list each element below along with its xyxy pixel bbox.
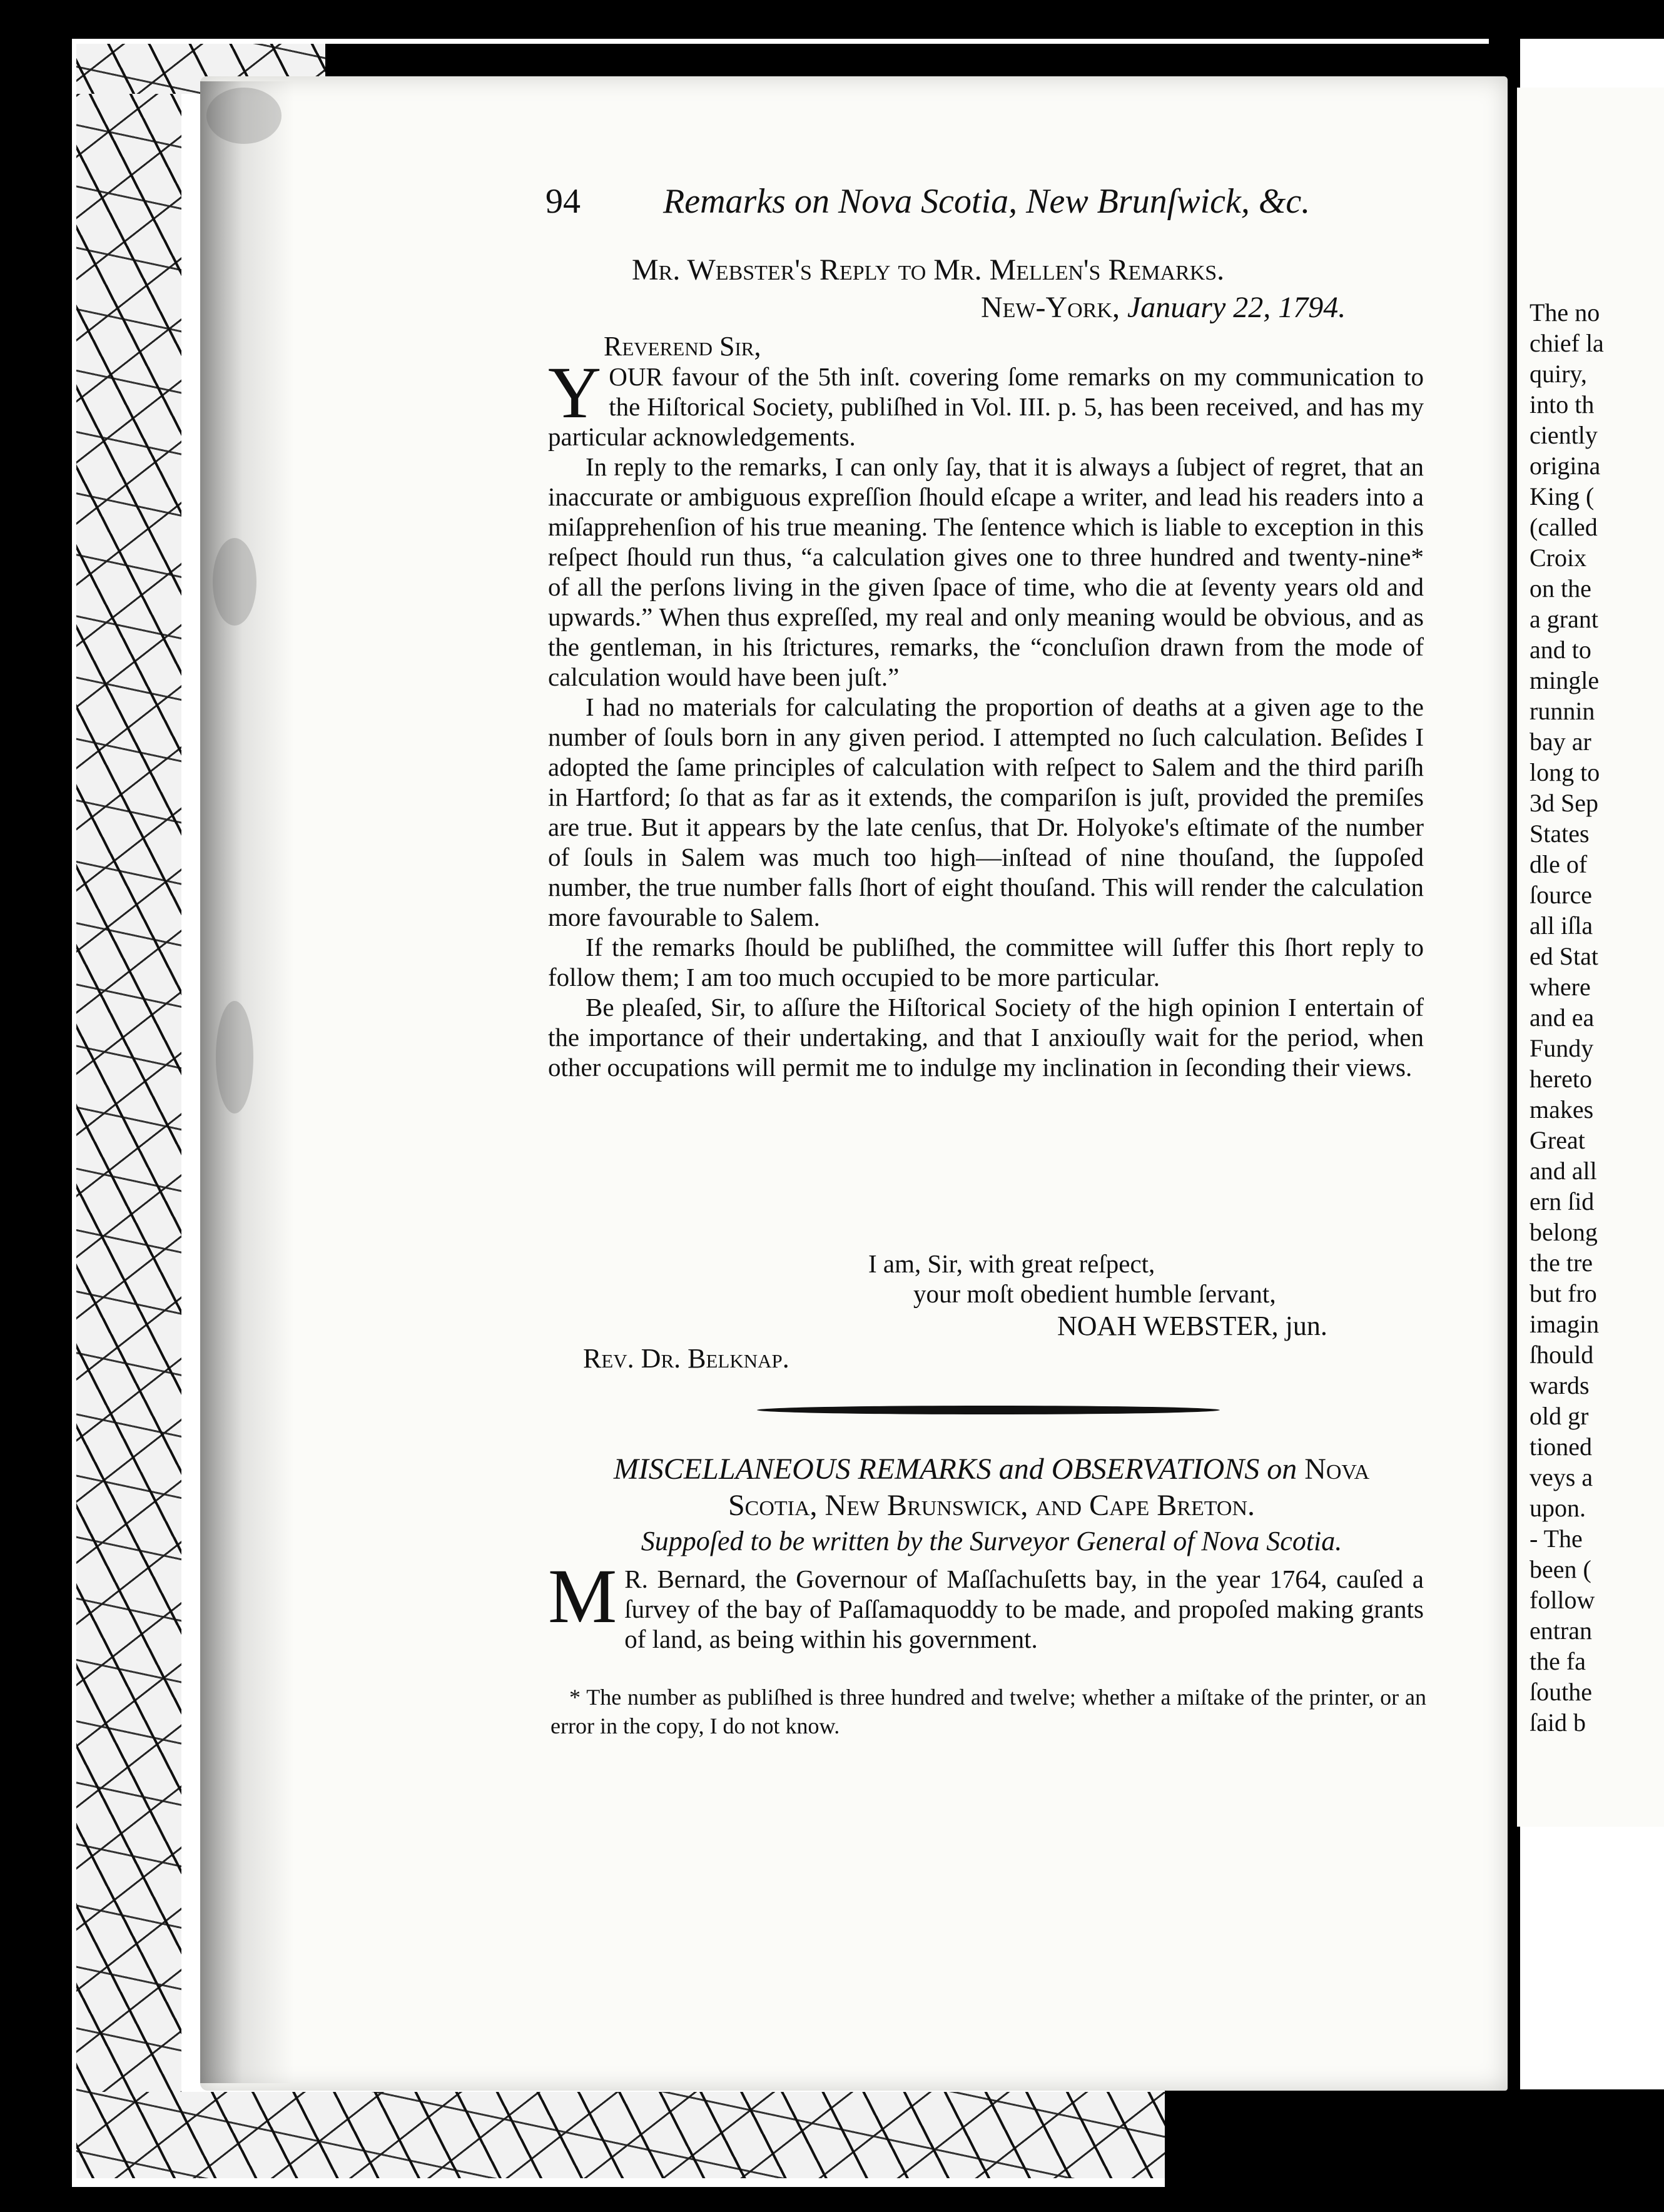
facing-line: old gr [1530,1402,1589,1430]
facing-line: the fa [1530,1647,1586,1675]
marbled-binding-bottom [76,2092,1165,2178]
marbled-binding-left [76,44,181,2178]
heading-remarks: MISCELLANEOUS REMARKS [613,1453,992,1486]
section-heading [554,1451,1429,1524]
facing-line: Croix [1530,544,1587,572]
facing-line: into th [1530,390,1595,419]
facing-line: hereto [1530,1065,1592,1093]
dateline [981,290,1346,325]
addressee: Rev. Dr. Belknap. [583,1343,789,1374]
facing-line: ſaid b [1530,1708,1586,1737]
facing-line: bay ar [1530,728,1591,756]
facing-line: ern ſid [1530,1187,1595,1215]
facing-line: wards [1530,1371,1590,1399]
facing-line: ciently [1530,421,1598,449]
facing-line: 3d Sep [1530,789,1598,817]
facing-line: follow [1530,1586,1595,1614]
facing-line: ſource [1530,881,1592,909]
facing-line: - The [1530,1525,1583,1553]
stain [213,538,256,626]
letter-paragraph-2: In reply to the remarks, I can only ſay, that it is always a ſubject of regret, that an inaccurate or ambiguous expreſſion ſhould eſcape a writer, and lead his readers into a miſapprehenſion of his true meaning. The ſentence which is liable to exception in this reſpect ſhould run thus, “a calculation gives one to three hundred and twenty-nine* of all the perſons living in the given ſpace of time, who die at ſeventy years old and upwards.” When thus expreſſed, my real and only meaning would be obvious, and as the gentleman, in his ſtrictures, remarks, the “concluſion drawn from the mode of calculation would have been juſt.” [548,452,1424,691]
dateline-place: New-York, [981,291,1120,324]
dateline-date: January 22, 1794. [1127,291,1346,324]
facing-line: King ( [1530,482,1595,510]
attribution: Suppoſed to be written by the Surveyor General of Nova Scotia. [641,1526,1342,1556]
letter-paragraph-1: YOUR favour of the 5th inſt. covering ſome remarks on my communication to the Hiſtorical Society, publiſhed in Vol. III. p. 5, has been received, and has my particular acknowledgements. [548,352,1424,451]
facing-line: tioned [1530,1433,1592,1461]
signature: NOAH WEBSTER, jun. [1057,1311,1327,1341]
facing-line: States [1530,819,1590,848]
facing-page [1517,88,1664,1827]
facing-line: where [1530,973,1591,1001]
heading-on: on [1267,1453,1297,1486]
dropcap-y: Y [548,352,602,434]
stain [216,1001,253,1114]
section-rule [757,1406,1220,1414]
facing-line: and all [1530,1157,1597,1185]
running-head [545,181,1310,221]
letter-heading: Mr. Webster's Reply to Mr. Mellen's Remarks. [632,253,1225,287]
facing-line: Great [1530,1126,1585,1154]
facing-line: mingle [1530,666,1600,694]
letter-paragraph-3: I had no materials for calculating the proportion of deaths at a given age to the number of ſouls born in any given period. I attempted no ſuch calculation. Beſides I adopted the ſame principles of calculation with reſpect to Salem and the third pariſh in Hartford; ſo that as far as it extends, the compariſon is juſt, provided the premiſes are true. But it appears by the late cenſus, that Dr. Holyoke's eſtimate of the number of ſouls in Salem was much too high—inſtead of nine thouſand, the ſuppoſed number, the true number falls ſhort of eight thouſand. This will render the calculation more favourable to Salem. [548,693,1424,931]
facing-line: dle of [1530,850,1588,878]
facing-line: veys a [1530,1463,1593,1491]
facing-line: ſhould [1530,1341,1594,1369]
facing-line: chief la [1530,329,1604,357]
heading-line-2: Scotia, New Brunswick, and Cape Breton. [728,1489,1256,1522]
facing-line: but fro [1530,1279,1597,1307]
heading-observations: OBSERVATIONS [1051,1453,1260,1486]
facing-line: been ( [1530,1555,1591,1583]
letter-body [548,352,1424,1082]
top-shadow [325,44,1514,81]
facing-line: Fundy [1530,1034,1594,1062]
dropcap-m: M [548,1553,617,1639]
salutation: Reverend Sir, [604,331,761,362]
facing-line: ed Stat [1530,942,1598,970]
facing-line: (called [1530,513,1598,541]
facing-line: quiry, [1530,360,1587,388]
running-title: Remarks on Nova Scotia, New Brunſwick, &c. [663,182,1311,221]
letter-paragraph-5: Be pleaſed, Sir, to aſſure the Hiſtorical Society of the high opinion I entertain of the importance of their undertaking, and that I anxiouſly wait for the period, when other occupations will permit me to indulge my inclination in ſeconding their views. [548,993,1424,1082]
facing-line: long to [1530,758,1600,786]
heading-and: and [998,1453,1044,1486]
facing-line: The no [1530,298,1600,327]
facing-line: belong [1530,1218,1598,1246]
closing-line-1: I am, Sir, with great reſpect, [868,1249,1155,1278]
facing-line: on the [1530,574,1591,602]
bottom-shadow [1165,2089,1664,2189]
facing-line: runnin [1530,697,1595,725]
footnote: * The number as publiſhed is three hundred and twelve; whether a miſtake of the printer, or an error in the copy, I do not know. [550,1685,1426,1738]
facing-line: and to [1530,636,1591,664]
heading-nova: Nova [1304,1453,1370,1486]
facing-line: imagin [1530,1310,1600,1338]
facing-line: makes [1530,1095,1594,1124]
facing-line: the tre [1530,1249,1593,1277]
facing-line: entran [1530,1616,1592,1645]
facing-line: upon. [1530,1494,1586,1522]
facing-line: all iſla [1530,911,1593,940]
section-paragraph: M R. Bernard, the Governour of Maſſachuſetts bay, in the year 1764, cauſed a ſurvey of the bay of Paſſamaquoddy to be made, and propoſed making grants of land, as being within his government. [548,1553,1424,1653]
facing-line: a grant [1530,605,1598,633]
stain [206,88,282,144]
facing-line: and ea [1530,1003,1595,1032]
closing-line-2: your moſt obedient humble ſervant, [913,1279,1276,1308]
letter-paragraph-4: If the remarks ſhould be publiſhed, the committee will ſuffer this ſhort reply to follow them; I am too much occupied to be more particular. [548,933,1424,992]
section-body [548,1553,1424,1654]
page-number: 94 [545,182,581,221]
facing-line: origina [1530,452,1601,480]
facing-line: ſouthe [1530,1678,1592,1706]
